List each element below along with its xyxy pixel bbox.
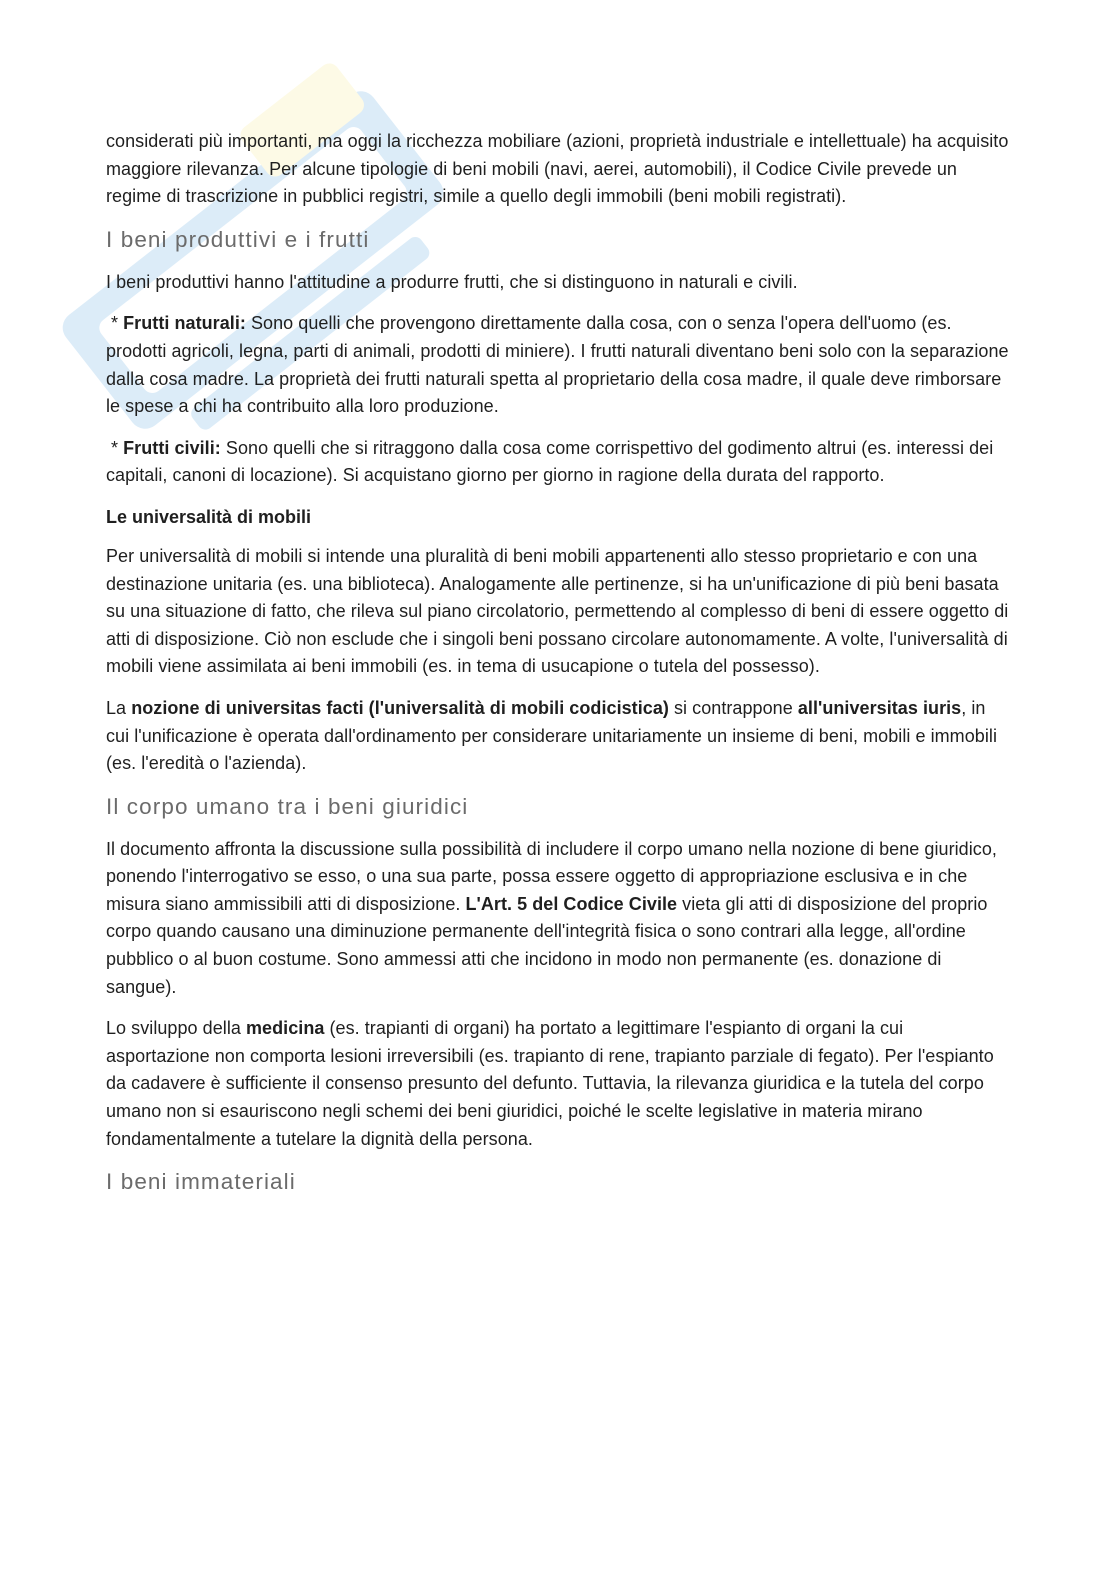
text-frutti-civili: Sono quelli che si ritraggono dalla cosa come corrispettivo del godimento altrui (es. interessi dei capitali, canoni di locazione). Si acquistano giorno per giorno in ragione della durata del rapporto. bbox=[106, 437, 994, 486]
document-page bbox=[106, 128, 1011, 1211]
term-frutti-naturali: Frutti naturali: bbox=[123, 313, 246, 334]
paragraph-corpo-umano-2 bbox=[106, 1015, 1011, 1153]
term-universitas-facti: nozione di universitas facti (l'universalità di mobili codicistica) bbox=[131, 697, 669, 718]
paragraph-universalita-2 bbox=[106, 695, 1011, 778]
text-fragment: si contrappone bbox=[668, 697, 798, 718]
bullet-marker: * bbox=[111, 437, 119, 458]
paragraph-beni-produttivi: I beni produttivi hanno l'attitudine a produrre frutti, che si distinguono in naturali e civili. bbox=[106, 271, 798, 292]
text-fragment: , in cui l'unificazione è operata dall'ordinamento per considerare unitariamente un insieme di beni, mobili e immobili (es. l'eredità o l'azienda). bbox=[106, 697, 997, 774]
text-fragment: Lo sviluppo della bbox=[106, 1018, 246, 1039]
paragraph-universalita-1: Per universalità di mobili si intende una pluralità di beni mobili appartenenti allo stesso proprietario e con una destinazione unitaria (es. una biblioteca). Analogamente alle pertinenze, si ha un'unificazione di più beni basata su una situazione di fatto, che rileva sul piano circolatorio, permettendo al complesso di beni di essere oggetto di atti di disposizione. Ciò non esclude che i singoli beni possano circolare autonomamente. A volte, l'universalità di mobili viene assimilata ai beni immobili (es. in tema di usucapione o tutela del possesso). bbox=[106, 545, 1009, 677]
paragraph-corpo-umano-1 bbox=[106, 836, 1011, 1002]
bullet-marker: * bbox=[111, 313, 119, 334]
text-fragment: La bbox=[106, 697, 132, 718]
text-fragment: (es. trapianti di organi) ha portato a legittimare l'espianto di organi la cui asportazione non comporta lesioni irreversibili (es. trapianto di rene, trapianto parziale di fegato). Per l'espianto da cadavere è sufficiente il consenso presunto del defunto. Tuttavia, la rilevanza giuridica e la tutela del corpo umano non si esauriscono negli schemi dei beni giuridici, poiché le scelte legislative in materia mirano fondamentalmente a tutelare la dignità della persona. bbox=[106, 1018, 994, 1149]
bullet-frutti-civili bbox=[106, 435, 1011, 490]
intro-paragraph: considerati più importanti, ma oggi la ricchezza mobiliare (azioni, proprietà industriale e intellettuale) ha acquisito maggiore rilevanza. Per alcune tipologie di beni mobili (navi, aerei, automobili), il Codice Civile prevede un regime di trascrizione in pubblici registri, simile a quello degli immobili (beni mobili registrati). bbox=[106, 131, 1009, 207]
text-frutti-naturali: Sono quelli che provengono direttamente dalla cosa, con o senza l'opera dell'uomo (es. prodotti agricoli, legna, parti di animali, prodotti di miniere). I frutti naturali diventano beni solo con la separazione dalla cosa madre. La proprietà dei frutti naturali spetta al proprietario della cosa madre, il quale deve rimborsare le spese a chi ha contribuito alla loro produzione. bbox=[106, 313, 1009, 417]
heading-beni-produttivi: I beni produttivi e i frutti bbox=[106, 226, 370, 252]
heading-corpo-umano: Il corpo umano tra i beni giuridici bbox=[106, 793, 469, 819]
term-art-5: L'Art. 5 del Codice Civile bbox=[465, 893, 678, 914]
heading-universalita-mobili: Le universalità di mobili bbox=[106, 506, 312, 527]
bullet-frutti-naturali bbox=[106, 310, 1011, 420]
heading-beni-immateriali: I beni immateriali bbox=[106, 1169, 296, 1195]
term-universitas-iuris: all'universitas iuris bbox=[797, 697, 962, 718]
text-fragment: Il documento affronta la discussione sulla possibilità di includere il corpo umano nella nozione di bene giuridico, ponendo l'interrogativo se esso, o una sua parte, possa essere oggetto di appropriazione esclusiva e in che misura siano ammissibili atti di disposizione. bbox=[106, 838, 997, 914]
text-fragment: vieta gli atti di disposizione del proprio corpo quando causano una diminuzione permanente dell'integrità fisica o sono contrari alla legge, all'ordine pubblico o al buon costume. Sono ammessi atti che incidono in modo non permanente (es. donazione di sangue). bbox=[106, 893, 988, 997]
term-medicina: medicina bbox=[246, 1018, 325, 1039]
term-frutti-civili: Frutti civili: bbox=[123, 437, 221, 458]
